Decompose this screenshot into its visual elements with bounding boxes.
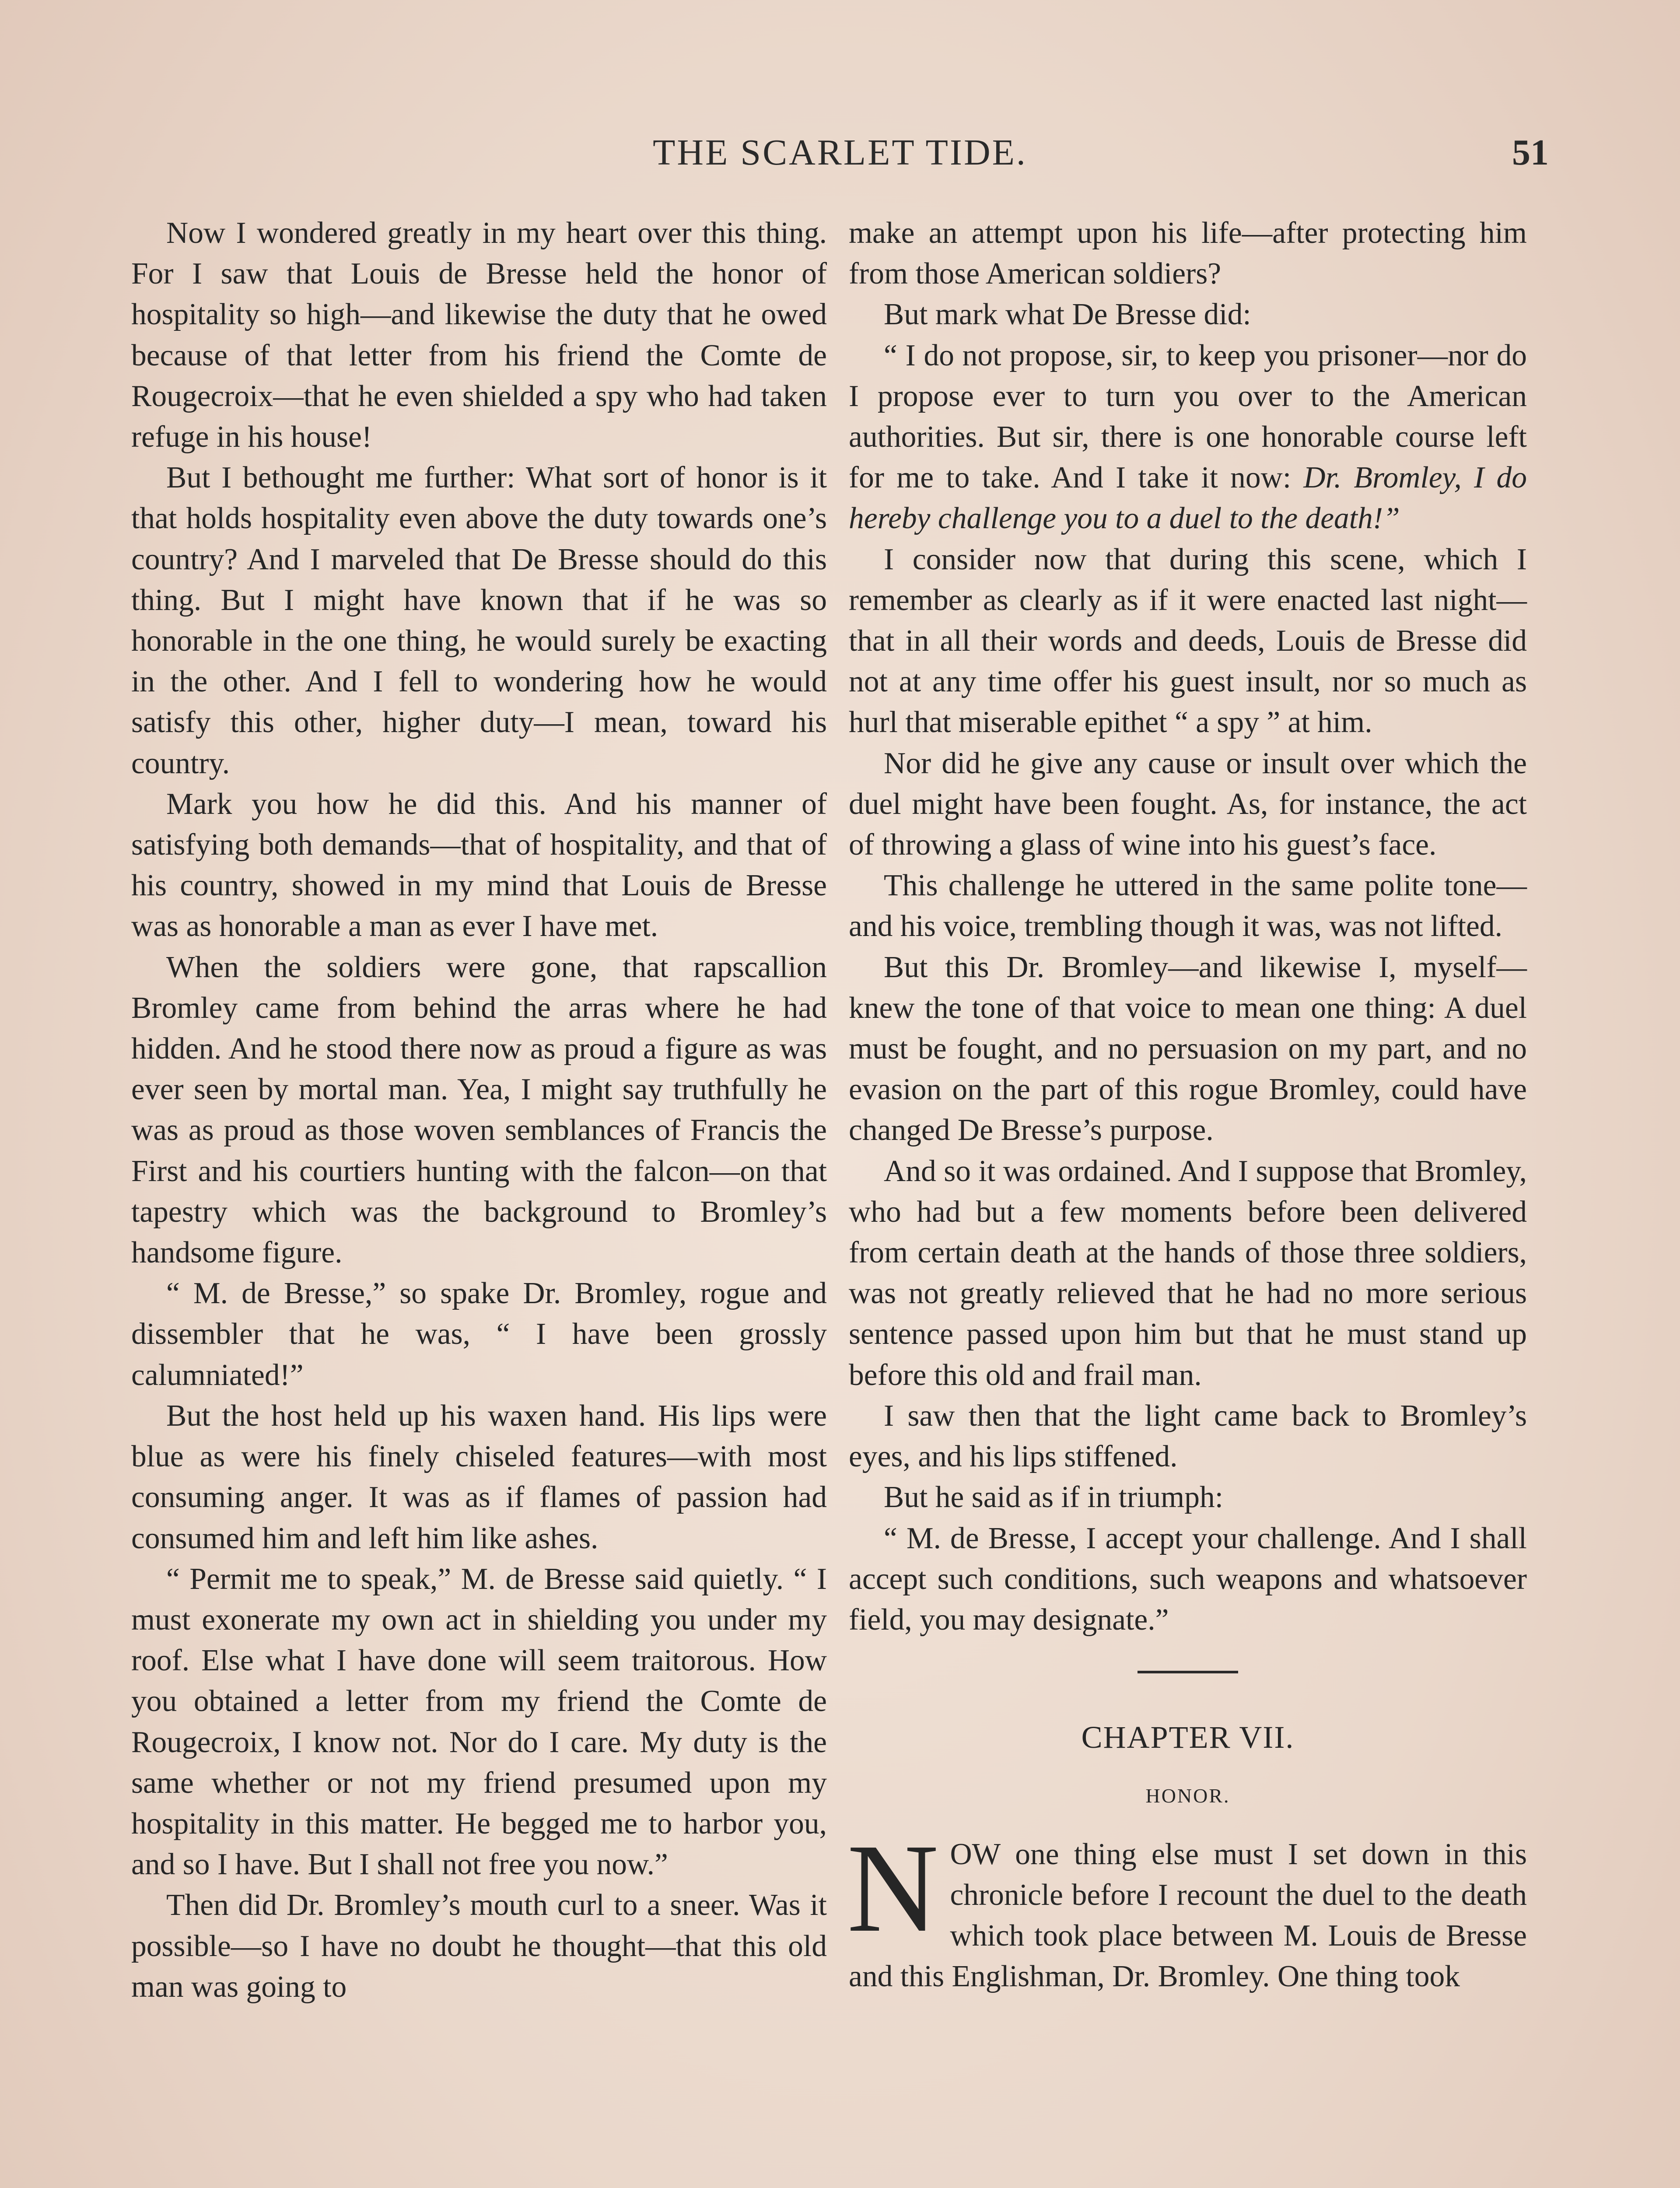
challenge-text: “ I do not propose, sir, to keep you prisoner—nor do I propose ever to turn you over to the American authorities. But sir, there is one honorable course left for me to take. And I take it now: bbox=[849, 338, 1527, 495]
paragraph: Then did Dr. Bromley’s mouth curl to a sneer. Was it possible—so I have no doubt he thought—that this old man was going to bbox=[131, 1888, 827, 2004]
chapter-title: CHAPTER VII. bbox=[1081, 1720, 1295, 1755]
paragraph-continued: make an attempt upon his life—after protecting him from those American soldiers? bbox=[849, 216, 1527, 291]
paragraph: But this Dr. Bromley—and likewise I, myself—knew the tone of that voice to mean one thing: A duel must be fought, and no persuasion on my part, and no evasion on the part of this rogue Bromley, could have changed De Bresse’s purpose. bbox=[849, 950, 1527, 1147]
paragraph: But he said as if in triumph: bbox=[884, 1480, 1224, 1515]
section-divider bbox=[1138, 1671, 1238, 1673]
page-number: 51 bbox=[1512, 132, 1549, 173]
paragraph: Nor did he give any cause or insult over which the duel might have been fought. As, for instance, the act of throwing a glass of wine into his guest’s face. bbox=[849, 746, 1527, 862]
paragraph: “ M. de Bresse, I accept your challenge. And I shall accept such conditions, such weapons and whatsoever field, you may designate.” bbox=[849, 1521, 1527, 1637]
paragraph: Mark you how he did this. And his manner of satisfying both demands—that of hospitality, and that of his country, showed in my mind that Louis de Bresse was as honorable a man as ever I have met. bbox=[131, 787, 827, 943]
paragraph: And so it was ordained. And I suppose that Bromley, who had but a few moments before been delivered from certain death at the hands of those three soldiers, was not greatly relieved that he had no more serious sentence passed upon him but that he must stand up before this old and frail man. bbox=[849, 1154, 1527, 1392]
paragraph: I consider now that during this scene, which I remember as clearly as if it were enacted last night—that in all their words and deeds, Louis de Bresse did not at any time offer his guest insult, nor so much as hurl that miserable epithet “ a spy ” at him. bbox=[849, 542, 1527, 740]
drop-cap: N bbox=[847, 1817, 939, 1958]
paragraph: “ M. de Bresse,” so spake Dr. Bromley, rogue and dissembler that he was, “ I have been grossly calumniated!” bbox=[131, 1276, 827, 1392]
paragraph: “ Permit me to speak,” M. de Bresse said quietly. “ I must exonerate my own act in shielding you under my roof. Else what I have done will seem traitorous. How you obtained a letter from my friend the Comte de Rougecroix, I know not. Nor do I care. My duty is the same whether or not my friend presumed upon my hospitality in this matter. He begged me to harbor you, and so I have. But I shall not free you now.” bbox=[131, 1562, 827, 1882]
opening-text: OW one thing else must I set down in this chronicle before I recount the duel to the death which took place between M. Louis de Bresse and this Englishman, Dr. Bromley. One thing took bbox=[849, 1837, 1527, 1994]
paragraph: But mark what De Bresse did: bbox=[884, 298, 1251, 332]
paragraph: This challenge he uttered in the same polite tone—and his voice, trembling though it was, was not lifted. bbox=[849, 869, 1527, 943]
chapter-opening-paragraph bbox=[847, 1817, 1527, 1997]
paragraph: I saw then that the light came back to Bromley’s eyes, and his lips stiffened. bbox=[849, 1399, 1527, 1474]
left-column bbox=[131, 213, 827, 2007]
page-header bbox=[131, 131, 1549, 193]
paragraph: Now I wondered greatly in my heart over this thing. For I saw that Louis de Bresse held the honor of hospitality so high—and likewise the duty that he owed because of that letter from his friend the Comte de Rougecroix—that he even shielded a spy who had taken refuge in his house! bbox=[131, 216, 827, 454]
chapter-subtitle: HONOR. bbox=[1145, 1785, 1230, 1807]
right-column bbox=[849, 213, 1527, 1997]
paragraph-challenge bbox=[849, 335, 1527, 539]
paragraph: But the host held up his waxen hand. His lips were blue as were his finely chiseled features—with most consuming anger. It was as if flames of passion had consumed him and left him like ashes. bbox=[131, 1399, 827, 1555]
challenge-italic-text: Dr. Bromley, I do hereby challenge you to a duel to the death!” bbox=[849, 461, 1527, 536]
paragraph: But I bethought me further: What sort of honor is it that holds hospitality even above the duty towards one’s country? And I marveled that De Bresse should do this thing. But I might have known that if he was so honorable in the one thing, he would surely be exacting in the other. And I fell to wondering how he would satisfy this other, higher duty—I mean, toward his country. bbox=[131, 461, 827, 780]
paragraph: When the soldiers were gone, that rapscallion Bromley came from behind the arras where he had hidden. And he stood there now as proud a figure as was ever seen by mortal man. Yea, I might say truthfully he was as proud as those woven semblances of Francis the First and his courtiers hunting with the falcon—on that tapestry which was the background to Bromley’s handsome figure. bbox=[131, 950, 827, 1270]
running-title: THE SCARLET TIDE. bbox=[653, 132, 1027, 173]
